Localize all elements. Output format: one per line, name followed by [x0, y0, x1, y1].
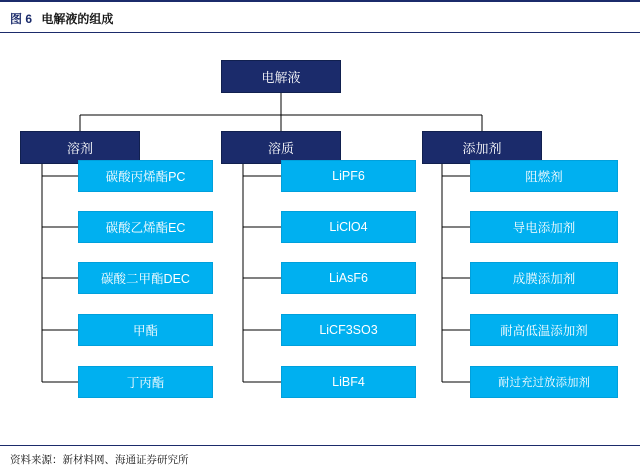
figure-title: 电解液的组成	[41, 12, 114, 26]
figure-number: 图 6	[10, 12, 33, 26]
node-leaf-additive-3[interactable]: 成膜添加剂	[470, 262, 618, 294]
node-leaf-solvent-1[interactable]: 碳酸丙烯酯PC	[78, 160, 213, 192]
node-category-solvent[interactable]: 溶剂	[20, 131, 140, 164]
node-category-additive[interactable]: 添加剂	[422, 131, 542, 164]
node-leaf-additive-1[interactable]: 阻燃剂	[470, 160, 618, 192]
node-leaf-additive-2[interactable]: 导电添加剂	[470, 211, 618, 243]
node-leaf-solvent-4[interactable]: 甲酯	[78, 314, 213, 346]
node-category-solute[interactable]: 溶质	[221, 131, 341, 164]
node-leaf-solute-5[interactable]: LiBF4	[281, 366, 416, 398]
node-leaf-solvent-3[interactable]: 碳酸二甲酯DEC	[78, 262, 213, 294]
node-leaf-solute-2[interactable]: LiClO4	[281, 211, 416, 243]
source-note: 资料来源：新材料网、海通证券研究所	[10, 454, 189, 466]
diagram-canvas	[0, 32, 640, 444]
node-leaf-solute-3[interactable]: LiAsF6	[281, 262, 416, 294]
node-leaf-additive-5[interactable]: 耐过充过放添加剂	[470, 366, 618, 398]
figure-header	[0, 0, 640, 32]
node-leaf-additive-4[interactable]: 耐高低温添加剂	[470, 314, 618, 346]
node-leaf-solvent-5[interactable]: 丁丙酯	[78, 366, 213, 398]
node-leaf-solvent-2[interactable]: 碳酸乙烯酯EC	[78, 211, 213, 243]
footer-divider	[0, 445, 640, 446]
node-leaf-solute-1[interactable]: LiPF6	[281, 160, 416, 192]
figure-footer	[0, 445, 640, 471]
figure-header-text	[10, 10, 113, 27]
node-root[interactable]: 电解液	[221, 60, 341, 93]
node-leaf-solute-4[interactable]: LiCF3SO3	[281, 314, 416, 346]
